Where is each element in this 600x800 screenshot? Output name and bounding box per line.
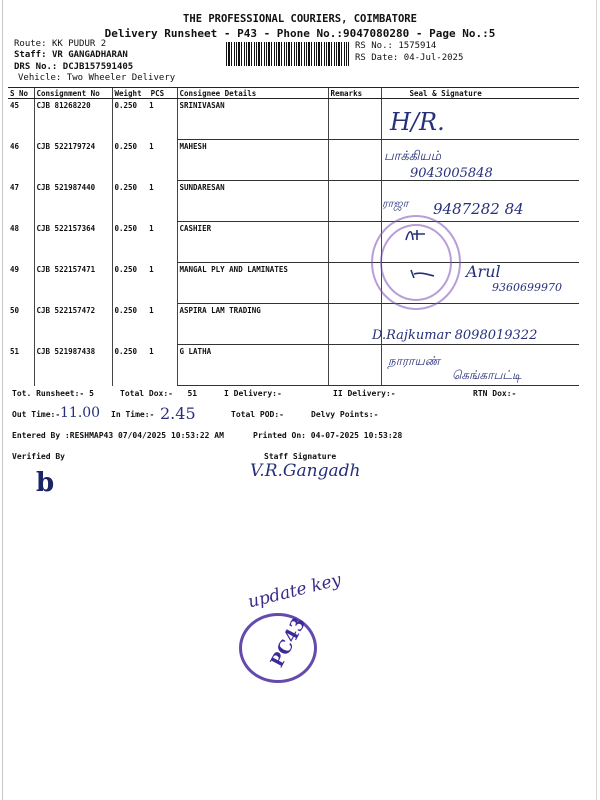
cell-weight-pcs <box>112 140 177 181</box>
out-time-label: Out Time:- <box>12 410 61 419</box>
row49-signature-name: Arul <box>466 262 501 281</box>
row48-signature-mark <box>403 226 433 246</box>
cell-sno: 48 <box>10 223 20 233</box>
table-row <box>8 140 579 181</box>
cell-pcs: 1 <box>149 346 154 356</box>
cell-pcs: 1 <box>149 305 154 315</box>
route-line <box>14 39 106 49</box>
row47-signature-name: ராஜா <box>382 197 409 210</box>
rs-date-label: RS Date: <box>355 53 399 63</box>
route-value: KK PUDUR 2 <box>51 39 107 49</box>
col-seal-signature: Seal & Signature <box>381 88 579 99</box>
cell-weight: 0.250 <box>114 101 138 110</box>
cell-weight: 0.250 <box>114 264 138 274</box>
cell-consignee: SUNDARESAN <box>177 181 328 222</box>
delvy-points: Delvy Points:- <box>311 410 379 419</box>
cell-weight: 0.250 <box>114 346 138 356</box>
rs-no-line <box>355 41 436 51</box>
cell-consignee: MANGAL PLY AND LAMINATES <box>177 263 328 304</box>
drs-line <box>14 62 133 72</box>
staff-signature-ink: V.R.Gangadh <box>250 461 361 481</box>
row46-signature-phone: 9043005848 <box>410 166 493 181</box>
vehicle-value: Two Wheeler Delivery <box>66 73 176 83</box>
cell-sno: 51 <box>10 346 20 356</box>
cell-remarks <box>328 345 381 386</box>
cell-remarks <box>328 99 381 140</box>
rs-no-label: RS No.: <box>355 41 393 51</box>
out-time-value: 11.00 <box>60 405 101 421</box>
cell-weight: 0.250 <box>114 305 138 315</box>
in-time-value: 2.45 <box>160 404 196 423</box>
total-dox: Total Dox:- 51 <box>120 389 198 398</box>
cell-weight-pcs <box>112 222 177 263</box>
cell-consignee: CASHIER <box>177 222 328 263</box>
rtn-dox: RTN Dox:- <box>473 389 517 398</box>
cell-pcs: 1 <box>149 101 154 110</box>
cell-pcs: 1 <box>149 182 154 192</box>
ii-delivery: II Delivery:- <box>333 389 396 398</box>
cell-weight-pcs <box>112 181 177 222</box>
cell-sno: 50 <box>10 305 20 315</box>
cell-sno: 47 <box>10 182 20 192</box>
cell-sno: 45 <box>10 101 20 110</box>
row47-signature-phone: 9487282 84 <box>433 200 524 218</box>
cell-consignment: CJB 521987440 <box>34 181 112 222</box>
cell-consignee: SRINIVASAN <box>177 99 328 140</box>
in-time-label: In Time:- <box>111 410 155 419</box>
verified-by-label: Verified By <box>12 452 65 461</box>
table-row <box>8 222 579 263</box>
cell-pcs: 1 <box>149 223 154 233</box>
total-pod: Total POD:- <box>231 410 284 419</box>
rs-date-line <box>355 53 463 63</box>
table-header-row <box>8 88 579 99</box>
paper-edge-left <box>2 0 3 800</box>
row50-signature: D.Rajkumar 8098019322 <box>372 328 538 343</box>
cell-consignment: CJB 522157472 <box>34 304 112 345</box>
update-key-note: update key <box>246 569 344 613</box>
cell-consignee: ASPIRA LAM TRADING <box>177 304 328 345</box>
total-runsheet: Tot. Runsheet:- 5 <box>12 389 94 398</box>
cell-remarks <box>328 181 381 222</box>
entered-by: Entered By :RESHMAP43 07/04/2025 10:53:22 AM <box>12 431 224 440</box>
cell-consignment: CJB 522157364 <box>34 222 112 263</box>
rs-no-value: 1575914 <box>398 41 437 51</box>
runsheet-title: Delivery Runsheet - P43 - Phone No.:9047080280 - Page No.:5 <box>104 27 496 40</box>
vehicle-line <box>18 73 175 83</box>
cell-weight-pcs <box>112 99 177 140</box>
col-sno: S No <box>8 88 34 99</box>
cell-weight-pcs <box>112 304 177 345</box>
cell-remarks <box>328 140 381 181</box>
staff-signature-label: Staff Signature <box>264 452 337 461</box>
cell-sno: 46 <box>10 141 20 151</box>
cell-consignment: CJB 81268220 <box>34 99 112 140</box>
staff-label: Staff: <box>14 50 47 60</box>
cell-consignment: CJB 522179724 <box>34 140 112 181</box>
cell-consignment: CJB 522157471 <box>34 263 112 304</box>
verified-by-signature: b <box>36 468 55 498</box>
drs-value: DCJB157591405 <box>62 62 134 72</box>
cell-pcs: 1 <box>149 141 154 151</box>
route-label: Route: <box>14 39 47 49</box>
cell-weight-pcs <box>112 345 177 386</box>
cell-weight: 0.250 <box>114 141 138 151</box>
row49-seal-signature-mark <box>408 266 438 282</box>
cell-pcs: 1 <box>149 264 154 274</box>
cell-weight: 0.250 <box>114 223 138 233</box>
cell-weight: 0.250 <box>114 182 138 192</box>
row49-signature-phone: 9360699970 <box>492 281 562 294</box>
cell-weight-pcs <box>112 263 177 304</box>
col-weight-pcs: Weight PCS <box>112 88 177 99</box>
company-title: THE PROFESSIONAL COURIERS, COIMBATORE <box>183 13 417 25</box>
row51-signature-name: நாராயண் <box>388 354 440 368</box>
staff-value: VR GANGADHARAN <box>51 50 128 60</box>
col-remarks: Remarks <box>328 88 381 99</box>
staff-line <box>14 50 128 60</box>
drs-barcode <box>226 42 349 66</box>
rs-date-value: 04-Jul-2025 <box>403 53 464 63</box>
paper-edge-right <box>596 0 597 800</box>
cell-consignee: G LATHA <box>177 345 328 386</box>
cell-consignee: MAHESH <box>177 140 328 181</box>
cell-sno: 49 <box>10 264 20 274</box>
row45-signature: H/R. <box>390 108 445 136</box>
col-consignee: Consignee Details <box>177 88 328 99</box>
cell-consignment: CJB 521987438 <box>34 345 112 386</box>
vehicle-label: Vehicle: <box>18 73 62 83</box>
col-consignment: Consignment No <box>34 88 112 99</box>
row51-signature-extra: கெங்காபட்டி <box>452 368 522 382</box>
table-row <box>8 99 579 140</box>
i-delivery: I Delivery:- <box>224 389 282 398</box>
pc43-stamp-text: PC43 <box>266 614 311 671</box>
drs-label: DRS No.: <box>14 62 58 72</box>
printed-on: Printed On: 04-07-2025 10:53:28 <box>253 431 403 440</box>
row46-signature-name: பாக்கியம் <box>384 149 442 164</box>
